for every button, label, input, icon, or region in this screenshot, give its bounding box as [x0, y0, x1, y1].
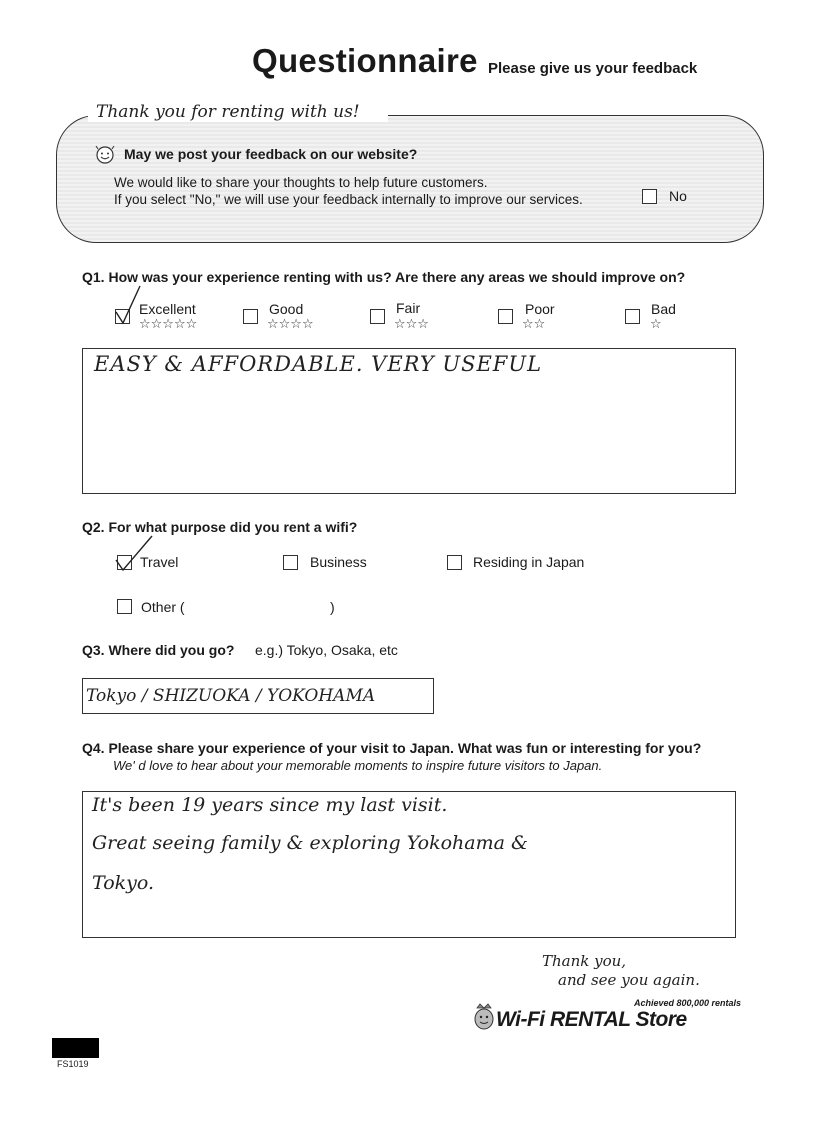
q1-option-poor-label: Poor: [525, 301, 555, 317]
q1-question: Q1. How was your experience renting with us? Are there any areas we should improve on?: [82, 269, 686, 285]
post-feedback-question: May we post your feedback on our website?: [124, 146, 418, 162]
other-checkbox[interactable]: [117, 599, 132, 614]
q2-question: Q2. For what purpose did you rent a wifi?: [82, 519, 358, 535]
q3-answer-text: Tokyo / SHIZUOKA / YOKOHAMA: [86, 686, 376, 706]
residing-checkbox[interactable]: [447, 555, 462, 570]
form-code: FS1019: [57, 1059, 89, 1069]
q1-option-good-label: Good: [269, 301, 304, 317]
business-checkbox[interactable]: [283, 555, 298, 570]
good-checkbox[interactable]: [243, 309, 258, 324]
no-label: No: [669, 188, 687, 204]
smiley-icon: [94, 143, 116, 165]
q1-option-fair-label: Fair: [396, 300, 421, 316]
intro-line-1: We would like to share your thoughts to help future customers.: [114, 175, 488, 190]
footer-thanks-line-1: Thank you,: [542, 952, 627, 970]
page-title: Questionnaire: [252, 42, 478, 79]
q4-answer-line-2: Great seeing family & exploring Yokohama &: [92, 832, 528, 854]
q4-subtext: We' d love to hear about your memorable moments to inspire future visitors to Japan.: [113, 758, 603, 773]
q2-option-business-label: Business: [310, 554, 367, 570]
fair-checkbox[interactable]: [370, 309, 385, 324]
q2-other-close-paren: ): [330, 599, 335, 615]
bad-checkbox[interactable]: [625, 309, 640, 324]
redacted-block: [52, 1038, 99, 1058]
no-checkbox[interactable]: [642, 189, 657, 204]
q1-option-poor-stars: ☆☆: [522, 316, 546, 331]
mascot-logo-icon: [472, 1002, 496, 1034]
q2-option-other-label: Other (: [141, 599, 185, 615]
intro-line-2: If you select "No," we will use your feedback internally to improve our services.: [114, 192, 583, 207]
q1-answer-text: EASY & AFFORDABLE. VERY USEFUL: [94, 352, 543, 376]
q4-answer-line-1: It's been 19 years since my last visit.: [92, 794, 448, 816]
q1-option-fair-stars: ☆☆☆: [394, 316, 429, 331]
q3-example: e.g.) Tokyo, Osaka, etc: [255, 642, 398, 658]
q1-option-bad-label: Bad: [651, 301, 676, 317]
thank-you-banner: Thank you for renting with us!: [96, 102, 360, 122]
achieved-rentals-note: Achieved 800,000 rentals: [634, 998, 742, 1008]
poor-checkbox[interactable]: [498, 309, 513, 324]
q1-option-good-stars: ☆☆☆☆: [267, 316, 314, 331]
q2-option-residing-label: Residing in Japan: [473, 554, 585, 570]
footer-thanks-line-2: and see you again.: [558, 971, 700, 989]
q4-answer-line-3: Tokyo.: [92, 872, 155, 894]
page-subtitle: Please give us your feedback: [488, 60, 698, 77]
brand-logo-text: Wi-Fi RENTAL Store: [496, 1008, 687, 1031]
q3-question: Q3. Where did you go?: [82, 642, 235, 658]
q1-option-bad-stars: ☆: [650, 316, 662, 331]
q1-option-excellent-stars: ☆☆☆☆☆: [139, 316, 198, 331]
q1-option-excellent-label: Excellent: [139, 301, 196, 317]
q2-option-travel-label: Travel: [140, 554, 179, 570]
q4-question: Q4. Please share your experience of your visit to Japan. What was fun or interesting for you?: [82, 740, 702, 756]
